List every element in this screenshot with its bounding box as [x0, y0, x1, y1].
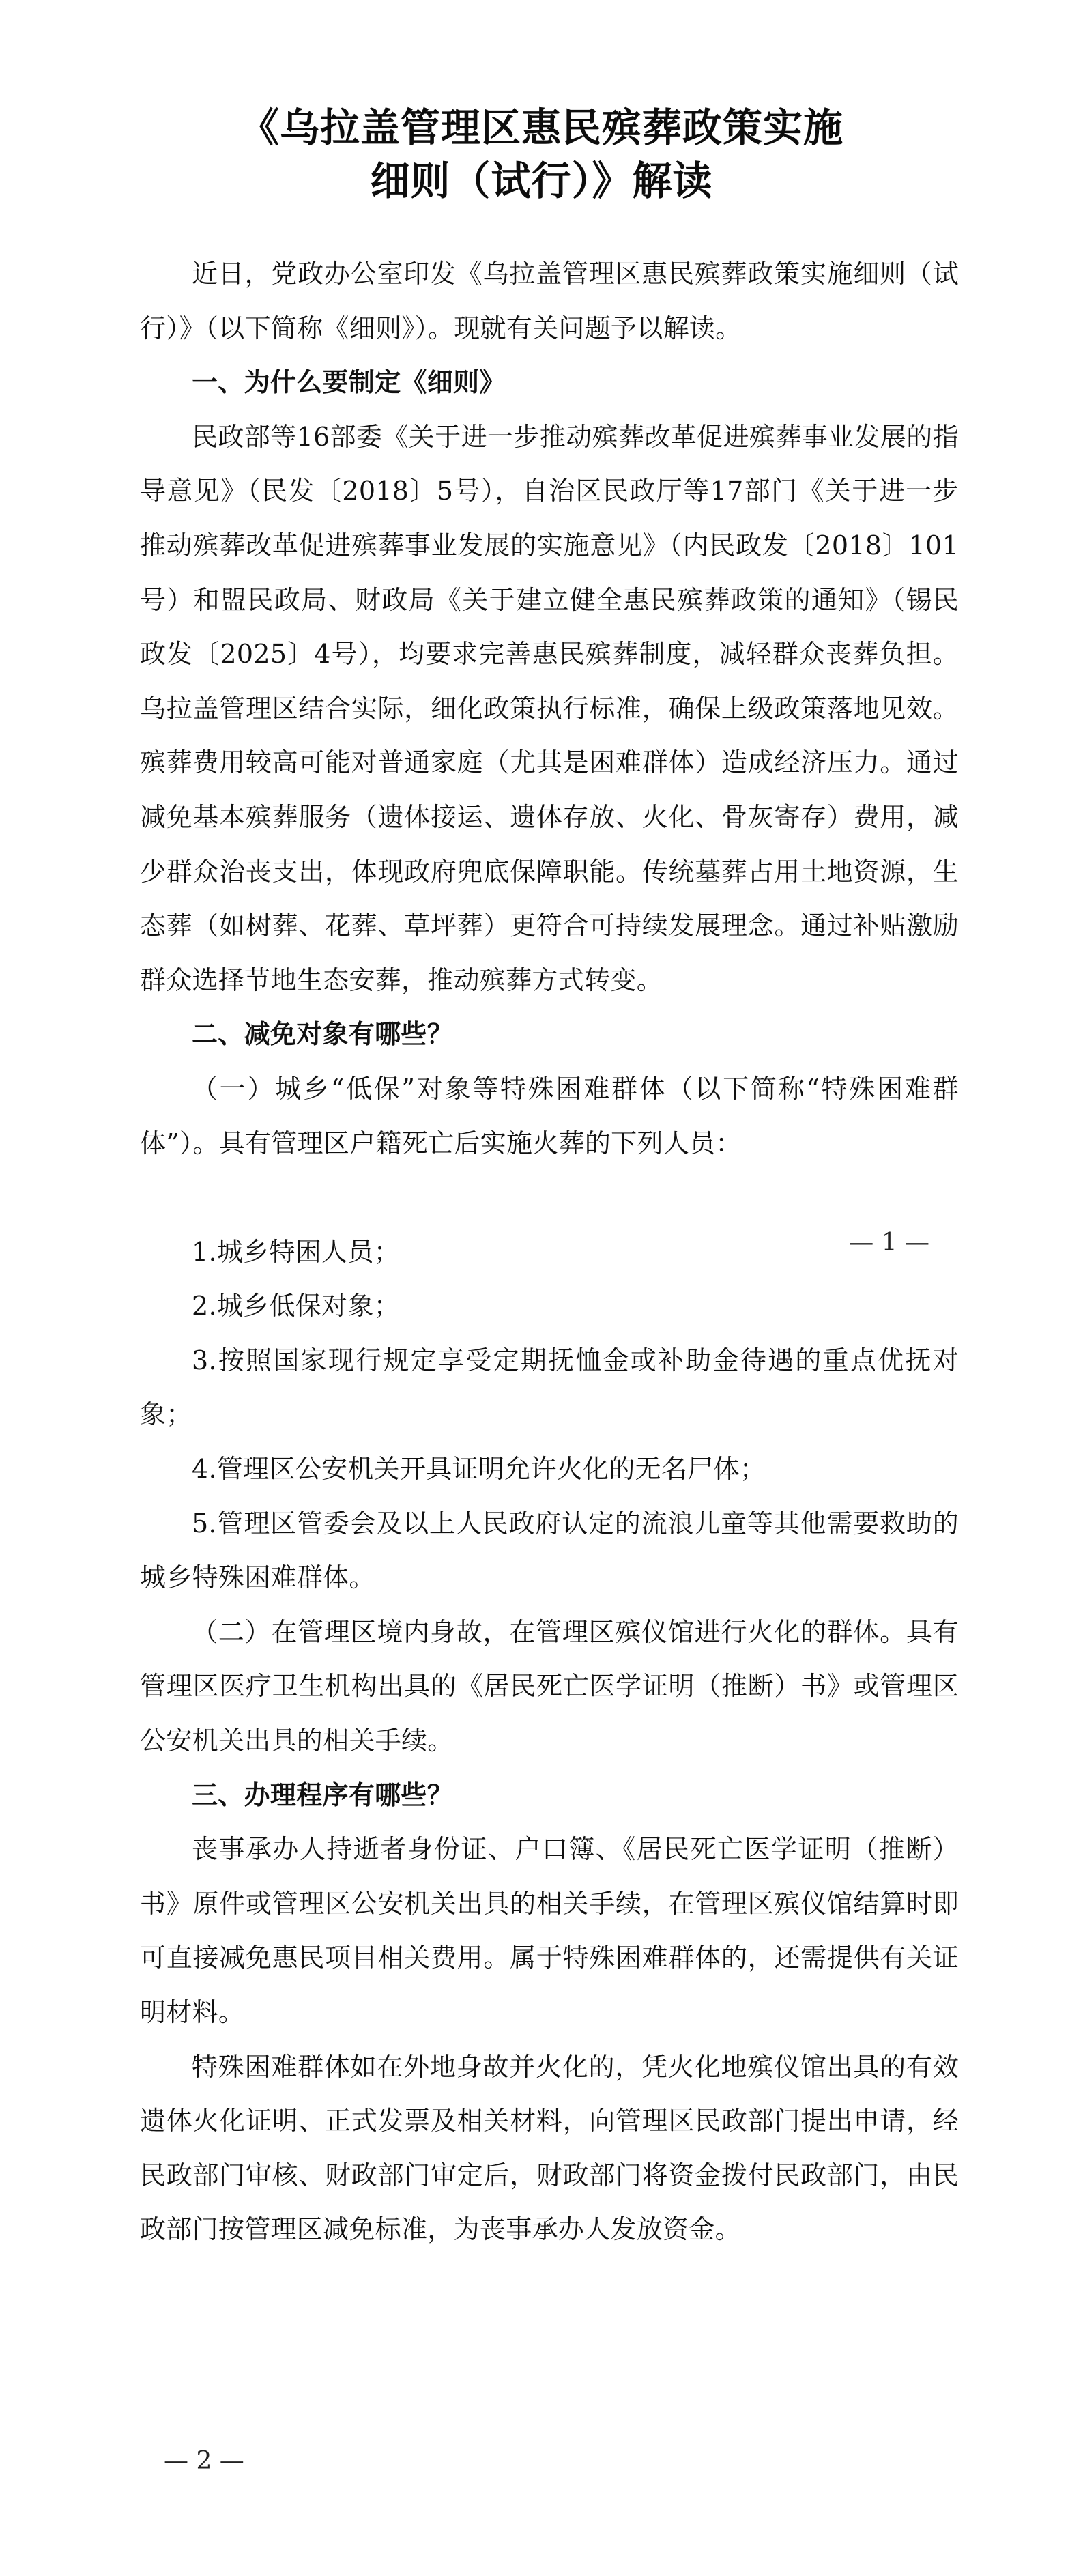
section-heading: 三、办理程序有哪些？ — [192, 1779, 454, 1810]
body-paragraph: 3.按照国家现行规定享受定期抚恤金或补助金待遇的重点优抚对象； — [140, 1345, 959, 1430]
body-paragraph: （二）在管理区境内身故，在管理区殡仪馆进行火化的群体。具有管理区医疗卫生机构出具的《居民死亡医学证明（推断）书》或管理区公安机关出具的相关手续。 — [140, 1616, 959, 1756]
document-title-line-1: 《乌拉盖管理区惠民殡葬政策实施 — [239, 104, 843, 151]
section-heading: 一、为什么要制定《细则》 — [192, 367, 506, 398]
document-body — [140, 247, 959, 2257]
body-paragraph: 4.管理区公安机关开具证明允许火化的无名尸体； — [192, 1454, 766, 1485]
body-paragraph: 近日，党政办公室印发《乌拉盖管理区惠民殡葬政策实施细则（试行）》（以下简称《细则》）。现就有关问题予以解读。 — [140, 259, 959, 343]
page-number-2: — 2 — — [164, 2447, 244, 2475]
section-heading: 二、减免对象有哪些？ — [192, 1019, 454, 1050]
document-title-line-2: 细则（试行）》解读 — [370, 158, 713, 204]
page-break-gap — [140, 1171, 959, 1225]
body-paragraph: 2.城乡低保对象； — [192, 1291, 400, 1321]
body-paragraph: （一）城乡“低保”对象等特殊困难群体（以下简称“特殊困难群体”）。具有管理区户籍死亡后实施火葬的下列人员： — [140, 1073, 959, 1158]
body-paragraph: 民政部等16部委《关于进一步推动殡葬改革促进殡葬事业发展的指导意见》（民发〔2018〕5号），自治区民政厅等17部门《关于进一步推动殡葬改革促进殡葬事业发展的实施意见》（内民政发〔2018〕101号）和盟民政局、财政局《关于建立健全惠民殡葬政策的通知》（锡民政发〔2025〕4号），均要求完善惠民殡葬制度，减轻群众丧葬负担。乌拉盖管理区结合实际，细化政策执行标准，确保上级政策落地见效。殡葬费用较高可能对普通家庭（尤其是困难群体）造成经济压力。通过减免基本殡葬服务（遗体接运、遗体存放、火化、骨灰寄存）费用，减少群众治丧支出，体现政府兜底保障职能。传统墓葬占用土地资源，生态葬（如树葬、花葬、草坪葬）更符合可持续发展理念。通过补贴激励群众选择节地生态安葬，推动殡葬方式转变。 — [140, 421, 959, 995]
body-paragraph: 特殊困难群体如在外地身故并火化的，凭火化地殡仪馆出具的有效遗体火化证明、正式发票及相关材料，向管理区民政部门提出申请，经民政部门审核、财政部门审定后，财政部门将资金拨付民政部门，由民政部门按管理区减免标准，为丧事承办人发放资金。 — [140, 2051, 959, 2245]
page-number-1: — 1 — — [849, 1229, 929, 1257]
body-paragraph: 1.城乡特困人员； — [192, 1236, 400, 1267]
body-paragraph: 丧事承办人持逝者身份证、户口簿、《居民死亡医学证明（推断）书》原件或管理区公安机关出具的相关手续，在管理区殡仪馆结算时即可直接减免惠民项目相关费用。属于特殊困难群体的，还需提供有关证明材料。 — [140, 1834, 959, 2027]
body-paragraph: 5.管理区管委会及以上人民政府认定的流浪儿童等其他需要救助的城乡特殊困难群体。 — [140, 1508, 959, 1593]
